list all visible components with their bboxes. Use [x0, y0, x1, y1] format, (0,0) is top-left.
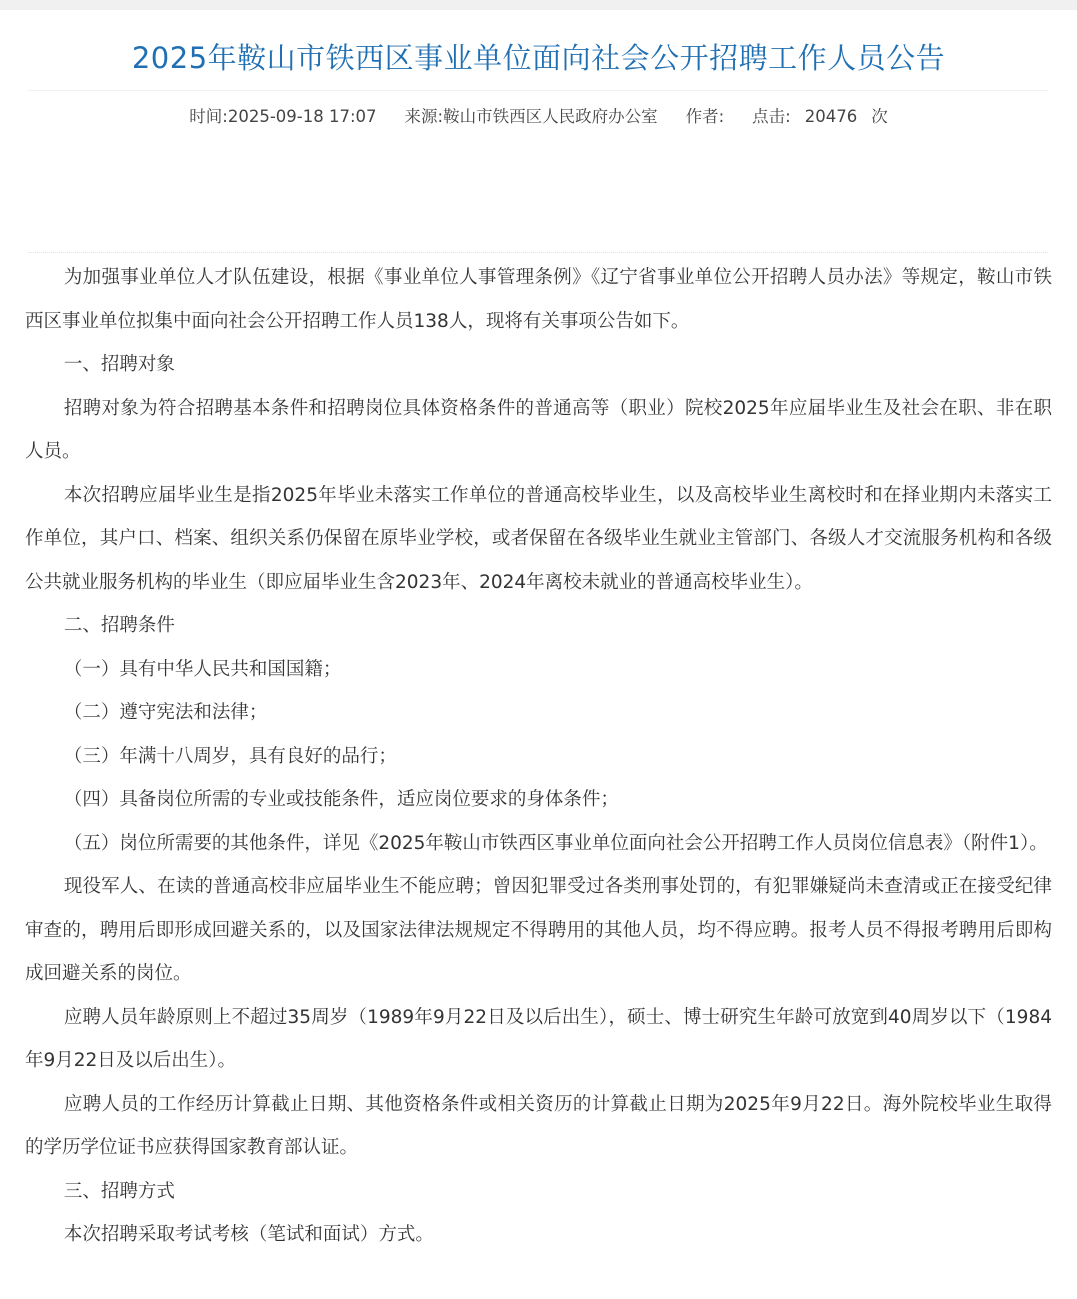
paragraph-method: 本次招聘采取考试考核（笔试和面试）方式。 — [63, 1224, 434, 1245]
page-title: 2025年鞍山市铁西区事业单位面向社会公开招聘工作人员公告 — [131, 41, 946, 75]
article-meta — [0, 104, 1077, 130]
hits-unit: 次 — [871, 107, 888, 126]
paragraph-intro: 为加强事业单位人才队伍建设，根据《事业单位人事管理条例》《辽宁省事业单位公开招聘人员办法》等规定，鞍山市铁西区事业单位拟集中面向社会公开招聘工作人员138人，现将有关事项公告如下。 — [25, 267, 1052, 332]
top-strip — [0, 0, 1077, 10]
paragraph-age-limit: 应聘人员年龄原则上不超过35周岁（1989年9月22日及以后出生），硕士、博士研究生年龄可放宽到40周岁以下（1984年9月22日及以后出生）。 — [25, 1006, 1052, 1071]
condition-item-2: （二）遵守宪法和法律； — [63, 702, 268, 723]
paragraph-targets: 招聘对象为符合招聘基本条件和招聘岗位具体资格条件的普通高等（职业）院校2025年应届毕业生及社会在职、非在职人员。 — [25, 397, 1052, 462]
source-value: 鞍山市铁西区人民政府办公室 — [443, 107, 658, 126]
paragraph-deadline: 应聘人员的工作经历计算截止日期、其他资格条件或相关资历的计算截止日期为2025年9月22日。海外院校毕业生取得的学历学位证书应获得国家教育部认证。 — [25, 1093, 1052, 1158]
heading-recruitment-targets: 一、招聘对象 — [63, 354, 175, 375]
condition-item-5: （五）岗位所需要的其他条件，详见《2025年鞍山市铁西区事业单位面向社会公开招聘工作人员岗位信息表》（附件1）。 — [63, 832, 1048, 854]
paragraph-graduates-definition: 本次招聘应届毕业生是指2025年毕业未落实工作单位的普通高校毕业生，以及高校毕业生离校时和在择业期内未落实工作单位，其户口、档案、组织关系仍保留在原毕业学校，或者保留在各级毕业生就业主管部门、各级人才交流服务机构和各级公共就业服务机构的毕业生（即应届毕业生含2023年、2024年离校未就业的普通高校毕业生）。 — [25, 484, 1052, 593]
condition-item-3: （三）年满十八周岁，具有良好的品行； — [63, 745, 397, 767]
time-value: 2025-09-18 17:07 — [227, 107, 377, 126]
paragraph-exclusions: 现役军人、在读的普通高校非应届毕业生不能应聘；曾因犯罪受过各类刑事处罚的，有犯罪嫌疑尚未查清或正在接受纪律审查的，聘用后即形成回避关系的，以及国家法律法规规定不得聘用的其他人员，均不得应聘。报考人员不得报考聘用后即构成回避关系的岗位。 — [25, 876, 1052, 984]
hits-label: 点击: — [752, 107, 791, 126]
article-body — [25, 256, 1052, 1257]
time-label: 时间: — [189, 107, 228, 126]
title-divider — [28, 90, 1048, 91]
hits-value: 20476 — [804, 107, 858, 126]
content-divider — [28, 252, 1048, 253]
condition-item-4: （四）具备岗位所需的专业或技能条件，适应岗位要求的身体条件； — [63, 789, 619, 810]
author-label: 作者: — [685, 107, 725, 126]
source-label: 来源: — [404, 107, 444, 126]
heading-recruitment-conditions: 二、招聘条件 — [63, 615, 175, 636]
heading-recruitment-method: 三、招聘方式 — [63, 1180, 175, 1202]
condition-item-1: （一）具有中华人民共和国国籍； — [63, 658, 342, 680]
